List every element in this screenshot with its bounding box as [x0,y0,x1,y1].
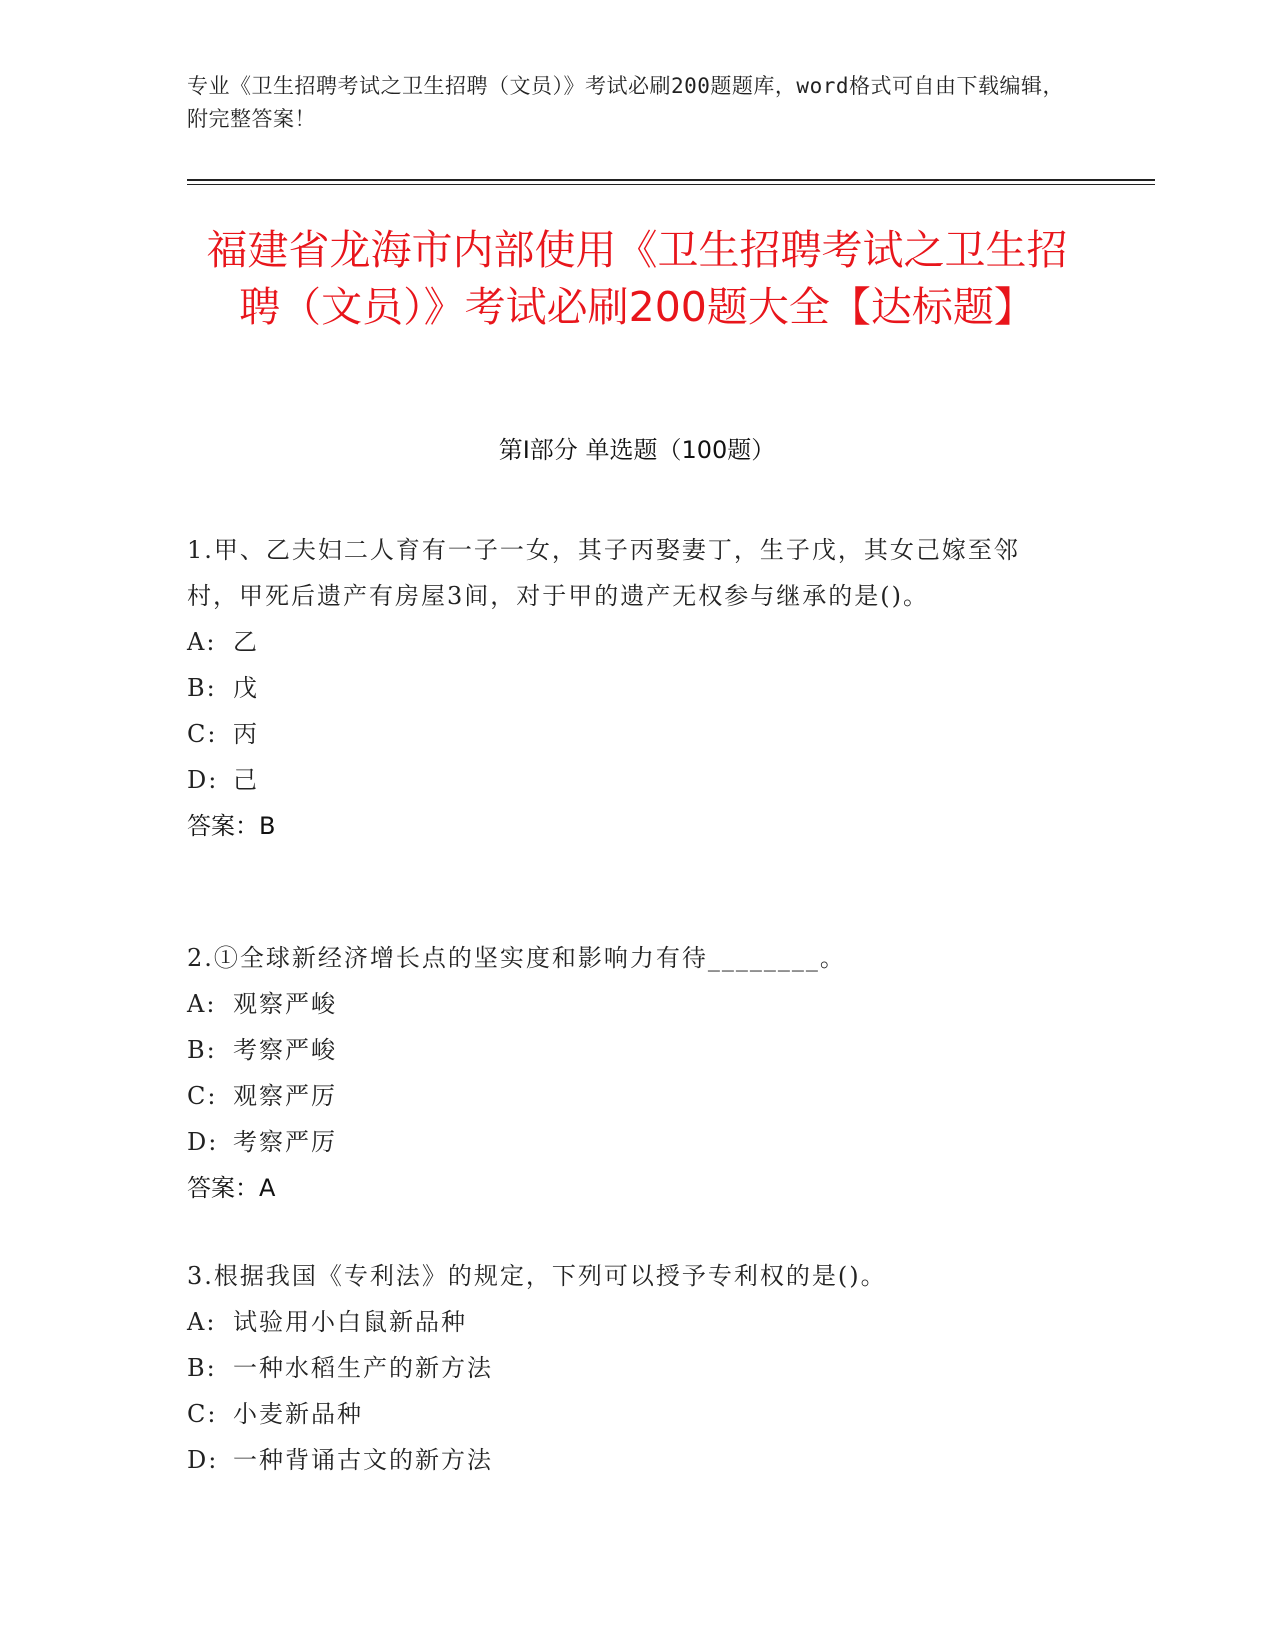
answer-value: A [259,1174,276,1202]
option-text: 一种水稻生产的新方法 [233,1354,493,1382]
option-text: 一种背诵古文的新方法 [233,1446,493,1474]
option-d [187,757,1067,803]
option-letter: B: [187,674,217,702]
option-a [187,1299,1067,1345]
option-letter: B: [187,1354,217,1382]
option-text: 试验用小白鼠新品种 [233,1308,467,1336]
option-text: 观察严峻 [233,990,337,1018]
answer-value: B [259,812,276,840]
option-text: 丙 [233,720,259,748]
option-d [187,1119,1067,1165]
answer-line [187,803,1067,849]
option-letter: A: [187,628,217,656]
option-letter: A: [187,1308,217,1336]
header-divider-thick [187,179,1155,181]
option-c [187,1391,1067,1437]
section-heading: 第Ⅰ部分 单选题（100题） [498,436,776,464]
option-b [187,1027,1067,1073]
option-a [187,619,1067,665]
option-letter: D: [187,1128,219,1156]
question-1 [187,527,1067,849]
option-text: 考察严峻 [233,1036,337,1064]
option-text: 戊 [233,674,259,702]
option-text: 小麦新品种 [233,1400,363,1428]
question-stem: 1.甲、乙夫妇二人育有一子一女，其子丙娶妻丁，生子戊，其女己嫁至邻村，甲死后遗产有房屋3间，对于甲的遗产无权参与继承的是()。 [187,536,1020,610]
header-note: 专业《卫生招聘考试之卫生招聘（文员）》考试必刷200题题库，word格式可自由下载编辑，附完整答案！ [187,74,1064,131]
question-stem: 2.①全球新经济增长点的坚实度和影响力有待________。 [187,944,846,972]
answer-label: 答案： [187,1174,259,1202]
option-d [187,1437,1067,1483]
header-divider-thin [187,184,1155,185]
option-letter: D: [187,1446,219,1474]
option-letter: C: [187,1400,218,1428]
question-3 [187,1253,1067,1483]
answer-line [187,1165,1067,1211]
answer-label: 答案： [187,812,259,840]
option-text: 己 [233,766,259,794]
option-b [187,1345,1067,1391]
option-b [187,665,1067,711]
option-letter: A: [187,990,217,1018]
option-text: 考察严厉 [233,1128,337,1156]
option-letter: B: [187,1036,217,1064]
option-letter: C: [187,720,218,748]
option-letter: D: [187,766,219,794]
option-text: 乙 [233,628,259,656]
option-c [187,1073,1067,1119]
option-text: 观察严厉 [233,1082,337,1110]
document-title: 福建省龙海市内部使用《卫生招聘考试之卫生招聘（文员）》考试必刷200题大全【达标题】 [206,226,1068,331]
option-a [187,981,1067,1027]
option-c [187,711,1067,757]
question-2 [187,935,1067,1211]
option-letter: C: [187,1082,218,1110]
question-stem: 3.根据我国《专利法》的规定，下列可以授予专利权的是()。 [187,1262,887,1290]
